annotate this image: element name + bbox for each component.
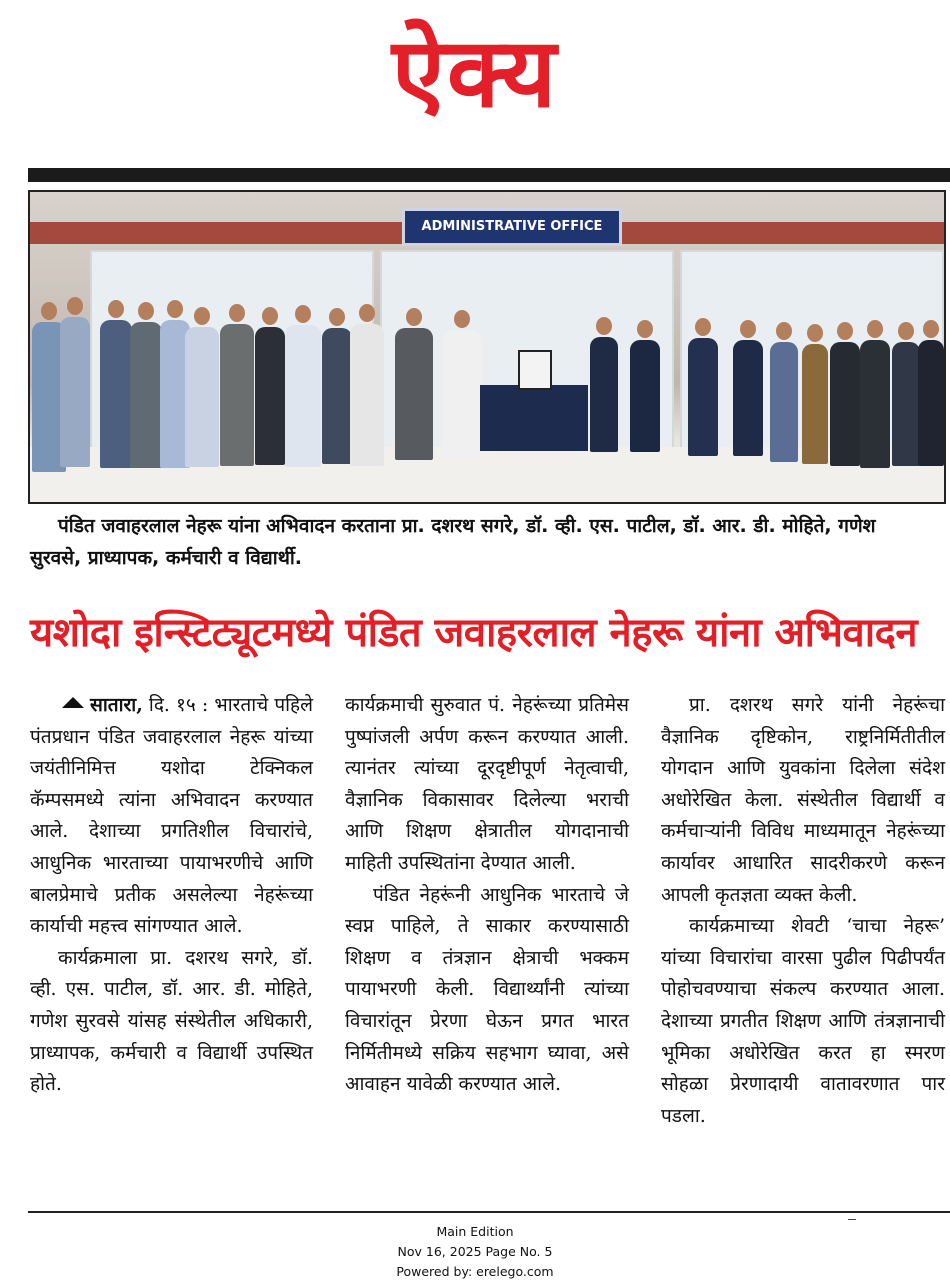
article-column-1 (30, 690, 313, 1101)
office-sign: ADMINISTRATIVE OFFICE (402, 208, 622, 246)
article-paragraph: कार्यक्रमाची सुरुवात पं. नेहरूंच्या प्रतिमेस पुष्पांजली अर्पण करून करण्यात आली. त्यानंतर त्यांच्या दूरदृष्टीपूर्ण नेतृत्वाची, वैज्ञानिक विकासावर दिलेल्या भराची आणि शिक्षण क्षेत्रातील योगदानाची माहिती उपस्थितांना देण्यात आली. (345, 694, 629, 874)
dateline-place: सातारा, (90, 694, 143, 716)
article-paragraph: कार्यक्रमाला प्रा. दशरथ सगरे, डॉ. व्ही. एस. पाटील, डॉ. आर. डी. मोहिते, गणेश सुरवसे यांसह संस्थेतील अधिकारी, प्राध्यापक, कर्मचारी व विद्यार्थी उपस्थित होते. (30, 946, 313, 1096)
photo-person-head (406, 308, 422, 326)
photo-person (442, 330, 482, 460)
dateline-marker-icon (62, 697, 84, 708)
photo-person (185, 327, 219, 467)
footer-edition: Main Edition (436, 1224, 514, 1239)
page-footer (0, 1222, 950, 1282)
article-paragraph: प्रा. दशरथ सगरे यांनी नेहरूंचा वैज्ञानिक दृष्टिकोन, राष्ट्रनिर्मितीतील योगदान आणि युवकांना दिलेला संदेश अधोरेखित केला. संस्थेतील विद्यार्थी व कर्मचाऱ्यांनी विविध माध्यमातून नेहरूंच्या कार्यावर आधारित सादरीकरणे करून आपली कृतज्ञता व्यक्त केली. (661, 694, 945, 906)
photo-person-head (776, 322, 792, 340)
photo-person (860, 340, 890, 468)
photo-person (285, 325, 321, 467)
photo-person (688, 338, 718, 456)
article-column-3 (661, 690, 945, 1132)
article-paragraph: पंडित नेहरूंनी आधुनिक भारताचे जे स्वप्न पाहिले, ते साकार करण्यासाठी शिक्षण व तंत्रज्ञान क्षेत्राची भक्कम पायाभरणी केली. विद्यार्थ्यांनी त्यांच्या विचारांतून प्रेरणा घेऊन प्रगत भारत निर्मितीमध्ये सक्रिय सहभाग घ्यावा, असे आवाहन यावेळी करण्यात आले. (345, 883, 629, 1096)
photo-person (220, 324, 254, 466)
photo-person-head (295, 305, 311, 323)
footer-dash (848, 1219, 856, 1220)
photo-person-head (229, 304, 245, 322)
photo-person (322, 328, 352, 464)
photo-person (892, 342, 920, 466)
article-column-2 (345, 690, 629, 1101)
photo-person (395, 328, 433, 460)
news-photo (28, 190, 946, 504)
portrait-frame (518, 350, 552, 390)
photo-person-head (867, 320, 883, 338)
photo-person-head (923, 320, 939, 338)
dateline-text: दि. १५ : भारताचे पहिले पंतप्रधान पंडित जवाहरलाल नेहरू यांच्या जयंतीनिमित्त यशोदा टेक्निकल कॅम्पसमध्ये त्यांना अभिवादन करण्यात आले. देशाच्या प्रगतिशील विचारांचे, आधुनिक भारताच्या पायाभरणीचे आणि बालप्रेमाचे प्रतीक असलेल्या नेहरूंच्या कार्याची महत्त्व सांगण्यात आले. (30, 694, 314, 938)
article-paragraph (30, 690, 313, 943)
masthead (0, 0, 950, 165)
photo-person (918, 340, 944, 466)
masthead-rule (28, 168, 950, 182)
photo-person-head (454, 310, 470, 328)
photo-person-head (359, 304, 375, 322)
photo-person (255, 327, 285, 465)
photo-person-head (740, 320, 756, 338)
photo-person (60, 317, 90, 467)
footer-date-page: Nov 16, 2025 Page No. 5 (397, 1244, 553, 1259)
article-paragraph: कार्यक्रमाच्या शेवटी ‘चाचा नेहरू’ यांच्या विचारांचा वारसा पुढील पिढीपर्यंत पोहोचवण्याचा संकल्प करण्यात आला. देशाच्या प्रगतीत शिक्षण आणि तंत्रज्ञानाची भूमिका अधोरेखित करत हा स्मरण सोहळा प्रेरणादायी वातावरणात पार पडला. (661, 915, 945, 1127)
photo-person-head (807, 324, 823, 342)
photo-person-head (194, 307, 210, 325)
photo-person-head (138, 302, 154, 320)
photo-person-head (837, 322, 853, 340)
photo-person (802, 344, 828, 464)
photo-person (590, 337, 618, 452)
photo-person-head (695, 318, 711, 336)
photo-person-head (262, 307, 278, 325)
footer-powered-by: Powered by: erelego.com (396, 1264, 554, 1279)
newspaper-logo: ऐक्य (391, 17, 559, 129)
photo-person-head (637, 320, 653, 338)
photo-person-head (41, 302, 57, 320)
photo-person-head (108, 300, 124, 318)
photo-person (770, 342, 798, 462)
article-headline: यशोदा इन्स्टिट्यूटमध्ये पंडित जवाहरलाल नेहरू यांना अभिवादन (30, 610, 918, 656)
photo-person-head (329, 308, 345, 326)
photo-person-head (67, 297, 83, 315)
photo-person (630, 340, 660, 452)
photo-person-head (596, 317, 612, 335)
photo-person (130, 322, 162, 468)
photo-person (733, 340, 763, 456)
photo-person (100, 320, 132, 468)
tribute-table (480, 385, 588, 451)
photo-person-head (898, 322, 914, 340)
footer-rule (28, 1211, 950, 1213)
photo-person-head (167, 300, 183, 318)
photo-person (830, 342, 860, 466)
photo-caption: पंडित जवाहरलाल नेहरू यांना अभिवादन करताना प्रा. दशरथ सगरे, डॉ. व्ही. एस. पाटील, डॉ. आर. डी. मोहिते, गणेश सुरवसे, प्राध्यापक, कर्मचारी व विद्यार्थी. (30, 515, 876, 569)
photo-person (350, 324, 384, 466)
